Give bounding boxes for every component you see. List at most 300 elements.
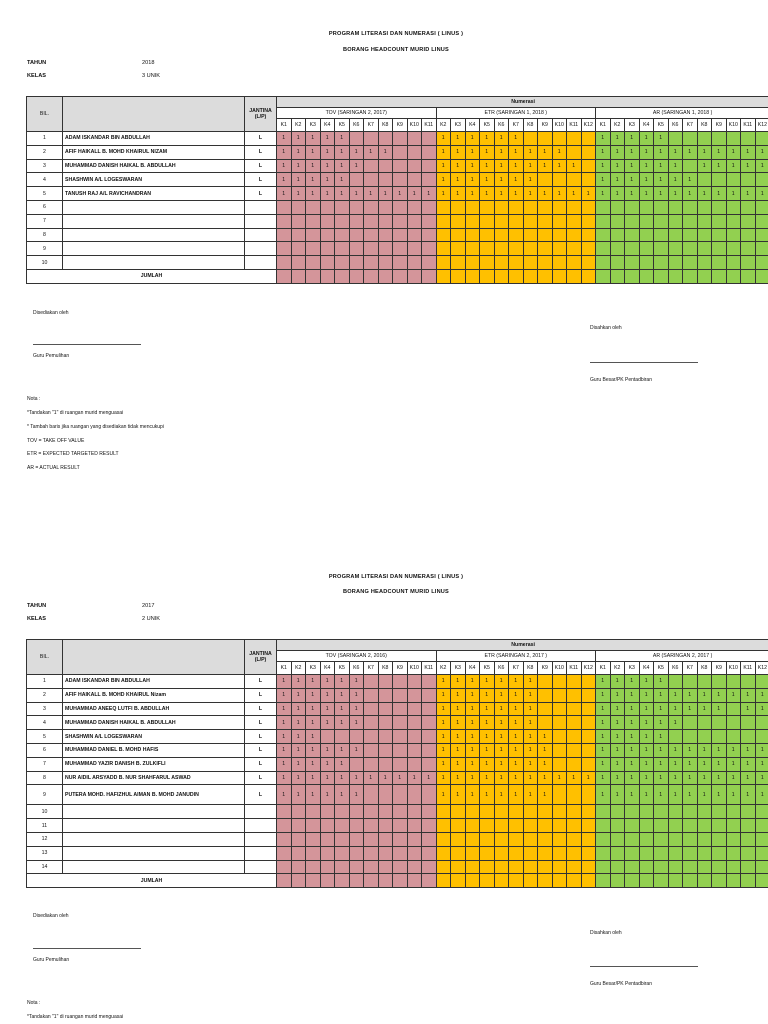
- tov-total-cell: [277, 874, 292, 888]
- ar-cell: 1: [697, 757, 712, 771]
- etr-cell: 1: [494, 785, 509, 805]
- table-row: [27, 846, 768, 860]
- etr-cell: [523, 228, 538, 242]
- tov-cell: 1: [320, 145, 335, 159]
- tov-total-cell: [291, 269, 306, 283]
- tov-cell: 1: [320, 688, 335, 702]
- etr-cell: [465, 242, 480, 256]
- ar-cell: [755, 846, 768, 860]
- table-row: [27, 716, 768, 730]
- tov-header: TOV (SARINGAN 2, 2017): [277, 108, 437, 119]
- etr-cell: [581, 702, 596, 716]
- ar-cell: 1: [610, 730, 625, 744]
- etr-cell: [567, 832, 582, 846]
- tov-cell: [320, 730, 335, 744]
- etr-cell: [480, 846, 495, 860]
- etr-total-cell: [480, 874, 495, 888]
- table-row: [27, 860, 768, 874]
- tov-cell: 1: [320, 173, 335, 187]
- etr-cell: 1: [465, 757, 480, 771]
- ar-cell: 1: [639, 187, 654, 201]
- etr-cell: 1: [451, 145, 466, 159]
- ar-cell: [726, 730, 741, 744]
- note-line: *Tandakan "1" di ruangan murid menguasai: [27, 1014, 124, 1020]
- ar-cell: 1: [668, 702, 683, 716]
- tov-cell: [364, 819, 379, 833]
- etr-cell: [538, 805, 553, 819]
- ar-cell: 1: [654, 187, 669, 201]
- tov-cell: [422, 132, 437, 146]
- tov-cell: [291, 846, 306, 860]
- tov-cell: 1: [291, 187, 306, 201]
- ar-cell: 1: [596, 688, 611, 702]
- tov-cell: [393, 159, 408, 173]
- ar-cell: 1: [683, 173, 698, 187]
- etr-cell: 1: [523, 716, 538, 730]
- tov-cell: [378, 228, 393, 242]
- tov-cell: [306, 200, 321, 214]
- tov-cell: [378, 743, 393, 757]
- tov-cell: [349, 132, 364, 146]
- student-name: ADAM ISKANDAR BIN ABDULLAH: [63, 675, 245, 689]
- ar-cell: [741, 173, 756, 187]
- tov-cell: 1: [364, 771, 379, 785]
- student-name: [63, 256, 245, 270]
- ar-cell: [741, 805, 756, 819]
- etr-k-header: K2: [436, 662, 451, 675]
- tahun-value: 2018: [142, 60, 155, 66]
- etr-cell: [567, 200, 582, 214]
- tov-cell: [364, 860, 379, 874]
- tov-cell: 1: [306, 145, 321, 159]
- etr-cell: 1: [436, 771, 451, 785]
- tov-total-cell: [378, 269, 393, 283]
- ar-cell: 1: [654, 675, 669, 689]
- tov-cell: [378, 785, 393, 805]
- tov-cell: [306, 805, 321, 819]
- etr-total-cell: [581, 874, 596, 888]
- ar-total-cell: [654, 269, 669, 283]
- etr-cell: [480, 256, 495, 270]
- gender-cell: [245, 200, 277, 214]
- tov-k-header: K4: [320, 662, 335, 675]
- signature-line: [33, 344, 141, 345]
- etr-cell: [509, 832, 524, 846]
- etr-cell: 1: [494, 187, 509, 201]
- etr-total-cell: [436, 874, 451, 888]
- table-row: [27, 173, 768, 187]
- etr-cell: [509, 819, 524, 833]
- etr-total-cell: [480, 269, 495, 283]
- ar-total-cell: [668, 269, 683, 283]
- etr-k-header: K4: [465, 119, 480, 132]
- etr-cell: [581, 757, 596, 771]
- ar-cell: [712, 675, 727, 689]
- etr-cell: [523, 832, 538, 846]
- etr-cell: [581, 819, 596, 833]
- etr-cell: [538, 832, 553, 846]
- ar-total-cell: [625, 269, 640, 283]
- tov-cell: [320, 242, 335, 256]
- tov-cell: [422, 688, 437, 702]
- tov-cell: [393, 228, 408, 242]
- etr-cell: 1: [509, 173, 524, 187]
- ar-total-cell: [697, 874, 712, 888]
- etr-cell: [465, 846, 480, 860]
- etr-cell: 1: [509, 159, 524, 173]
- tov-cell: [378, 688, 393, 702]
- etr-cell: [465, 228, 480, 242]
- program-title: PROGRAM LITERASI DAN NUMERASI ( LINUS ): [328, 31, 464, 37]
- program-title: PROGRAM LITERASI DAN NUMERASI ( LINUS ): [328, 574, 464, 580]
- ar-cell: [596, 805, 611, 819]
- ar-cell: 1: [654, 730, 669, 744]
- approved-by-label: Disahkan oleh: [590, 325, 622, 331]
- note-line: AR = ACTUAL RESULT: [27, 465, 80, 471]
- ar-cell: 1: [683, 785, 698, 805]
- tov-cell: [422, 716, 437, 730]
- ar-cell: 1: [625, 159, 640, 173]
- prepared-by-label: Disediakan oleh: [33, 913, 69, 919]
- ar-cell: [639, 228, 654, 242]
- table-row: [27, 819, 768, 833]
- note-line: * Tambah baris jika ruangan yang disediakan tidak mencukupi: [27, 424, 164, 430]
- ar-cell: [697, 200, 712, 214]
- etr-cell: 1: [538, 785, 553, 805]
- etr-cell: 1: [494, 716, 509, 730]
- tov-cell: [306, 819, 321, 833]
- tov-cell: [422, 242, 437, 256]
- etr-cell: [581, 716, 596, 730]
- etr-cell: 1: [465, 187, 480, 201]
- ar-total-cell: [610, 269, 625, 283]
- ar-cell: [712, 832, 727, 846]
- etr-cell: 1: [480, 187, 495, 201]
- etr-cell: [552, 132, 567, 146]
- ar-total-cell: [683, 874, 698, 888]
- etr-cell: [494, 214, 509, 228]
- ar-k-header: K5: [654, 662, 669, 675]
- tov-cell: 1: [335, 688, 350, 702]
- ar-cell: 1: [668, 716, 683, 730]
- etr-cell: [436, 228, 451, 242]
- ar-cell: [712, 173, 727, 187]
- ar-cell: 1: [712, 702, 727, 716]
- tov-cell: 1: [320, 757, 335, 771]
- etr-cell: 1: [436, 187, 451, 201]
- ar-cell: [639, 242, 654, 256]
- tov-cell: 1: [277, 771, 292, 785]
- ar-k-header: K11: [741, 119, 756, 132]
- ar-cell: [654, 200, 669, 214]
- etr-cell: [436, 846, 451, 860]
- jantina-header: JANTINA (L/P): [245, 640, 277, 675]
- etr-cell: 1: [451, 187, 466, 201]
- ar-total-cell: [755, 269, 768, 283]
- ar-total-cell: [726, 269, 741, 283]
- tov-cell: 1: [378, 145, 393, 159]
- tov-cell: [349, 757, 364, 771]
- ar-cell: [683, 805, 698, 819]
- tov-cell: [364, 159, 379, 173]
- tov-cell: [349, 832, 364, 846]
- etr-cell: 1: [509, 730, 524, 744]
- etr-total-cell: [465, 874, 480, 888]
- gender-cell: [245, 214, 277, 228]
- etr-cell: [436, 819, 451, 833]
- tov-cell: [422, 200, 437, 214]
- ar-cell: [596, 200, 611, 214]
- gender-cell: [245, 805, 277, 819]
- ar-cell: [610, 242, 625, 256]
- tov-k-header: K2: [291, 119, 306, 132]
- tov-cell: 1: [306, 757, 321, 771]
- etr-cell: [538, 675, 553, 689]
- etr-cell: 1: [436, 702, 451, 716]
- etr-cell: 1: [480, 132, 495, 146]
- ar-cell: [654, 860, 669, 874]
- tov-total-cell: [364, 874, 379, 888]
- tov-cell: [277, 819, 292, 833]
- tov-k-header: K11: [422, 662, 437, 675]
- table-row: [27, 159, 768, 173]
- tov-cell: [422, 228, 437, 242]
- tov-cell: [393, 716, 408, 730]
- tov-cell: [393, 675, 408, 689]
- ar-cell: 1: [697, 187, 712, 201]
- tov-cell: [407, 860, 422, 874]
- tov-cell: [422, 819, 437, 833]
- student-name: SHASHWIN A/L LOGESWARAN: [63, 730, 245, 744]
- etr-k-header: K6: [494, 119, 509, 132]
- tov-cell: 1: [306, 716, 321, 730]
- table-row: [27, 256, 768, 270]
- ar-cell: [610, 860, 625, 874]
- tov-cell: [407, 743, 422, 757]
- ar-cell: [741, 675, 756, 689]
- ar-cell: [668, 256, 683, 270]
- tov-cell: [320, 832, 335, 846]
- etr-cell: [567, 860, 582, 874]
- tov-total-cell: [407, 874, 422, 888]
- tov-cell: [291, 228, 306, 242]
- tov-cell: [277, 200, 292, 214]
- tov-k-header: K6: [349, 662, 364, 675]
- etr-cell: [494, 860, 509, 874]
- ar-k-header: K2: [610, 662, 625, 675]
- etr-cell: 1: [465, 730, 480, 744]
- ar-cell: 1: [610, 743, 625, 757]
- row-number: 2: [27, 145, 63, 159]
- tov-cell: 1: [335, 702, 350, 716]
- ar-cell: 1: [712, 187, 727, 201]
- ar-cell: [697, 675, 712, 689]
- ar-k-header: K9: [712, 662, 727, 675]
- etr-k-header: K10: [552, 119, 567, 132]
- ar-cell: 1: [639, 702, 654, 716]
- etr-cell: [480, 832, 495, 846]
- tov-cell: 1: [306, 743, 321, 757]
- ar-cell: 1: [639, 132, 654, 146]
- ar-cell: 1: [683, 145, 698, 159]
- tov-total-cell: [349, 269, 364, 283]
- tov-cell: 1: [277, 187, 292, 201]
- tov-cell: [277, 214, 292, 228]
- ar-cell: [639, 846, 654, 860]
- student-name: [63, 805, 245, 819]
- ar-total-cell: [639, 874, 654, 888]
- ar-cell: [668, 730, 683, 744]
- tov-k-header: K5: [335, 119, 350, 132]
- etr-cell: [538, 846, 553, 860]
- row-number: 8: [27, 228, 63, 242]
- row-number: 11: [27, 819, 63, 833]
- ar-k-header: K10: [726, 119, 741, 132]
- ar-cell: 1: [610, 187, 625, 201]
- etr-cell: 1: [509, 743, 524, 757]
- ar-cell: [697, 132, 712, 146]
- ar-cell: 1: [697, 145, 712, 159]
- etr-cell: [538, 256, 553, 270]
- tov-total-cell: [277, 269, 292, 283]
- tov-cell: 1: [349, 743, 364, 757]
- etr-cell: 1: [480, 159, 495, 173]
- ar-cell: [712, 860, 727, 874]
- ar-cell: 1: [726, 757, 741, 771]
- etr-cell: [436, 805, 451, 819]
- ar-k-header: K6: [668, 662, 683, 675]
- tov-cell: 1: [306, 675, 321, 689]
- ar-cell: 1: [741, 159, 756, 173]
- tov-cell: [393, 173, 408, 187]
- tov-cell: [407, 200, 422, 214]
- tov-cell: 1: [306, 132, 321, 146]
- ar-cell: [683, 730, 698, 744]
- tov-cell: [364, 743, 379, 757]
- etr-cell: 1: [465, 675, 480, 689]
- row-number: 12: [27, 832, 63, 846]
- ar-cell: [741, 730, 756, 744]
- etr-total-cell: [538, 269, 553, 283]
- etr-cell: 1: [465, 688, 480, 702]
- ar-cell: [610, 819, 625, 833]
- ar-cell: 1: [639, 173, 654, 187]
- tov-cell: 1: [277, 675, 292, 689]
- tov-cell: 1: [277, 785, 292, 805]
- tov-cell: [320, 256, 335, 270]
- student-name: SHASHWIN A/L LOGESWARAN: [63, 173, 245, 187]
- tov-cell: 1: [306, 730, 321, 744]
- tov-cell: [378, 159, 393, 173]
- etr-total-cell: [567, 874, 582, 888]
- ar-cell: [654, 832, 669, 846]
- ar-cell: [741, 846, 756, 860]
- ar-cell: 1: [726, 159, 741, 173]
- ar-cell: 1: [610, 159, 625, 173]
- table-row: [27, 832, 768, 846]
- etr-cell: 1: [538, 159, 553, 173]
- tov-cell: 1: [277, 173, 292, 187]
- tov-cell: [422, 256, 437, 270]
- tov-cell: 1: [378, 771, 393, 785]
- etr-k-header: K3: [451, 662, 466, 675]
- etr-k-header: K12: [581, 119, 596, 132]
- etr-cell: [538, 132, 553, 146]
- row-number: 14: [27, 860, 63, 874]
- etr-cell: 1: [494, 743, 509, 757]
- etr-cell: 1: [523, 730, 538, 744]
- tov-cell: [422, 675, 437, 689]
- tov-cell: [378, 860, 393, 874]
- etr-cell: 1: [436, 730, 451, 744]
- etr-cell: 1: [451, 716, 466, 730]
- etr-cell: [538, 860, 553, 874]
- ar-k-header: K4: [639, 119, 654, 132]
- etr-cell: [581, 242, 596, 256]
- tov-cell: [364, 256, 379, 270]
- table-row: [27, 743, 768, 757]
- etr-total-cell: [567, 269, 582, 283]
- tov-cell: 1: [335, 159, 350, 173]
- etr-k-header: K9: [538, 662, 553, 675]
- tov-cell: [364, 716, 379, 730]
- etr-cell: 1: [494, 757, 509, 771]
- ar-cell: [697, 846, 712, 860]
- etr-cell: [538, 819, 553, 833]
- ar-cell: [726, 860, 741, 874]
- table-row: [27, 200, 768, 214]
- tov-cell: [364, 228, 379, 242]
- etr-cell: [480, 860, 495, 874]
- ar-cell: 1: [610, 145, 625, 159]
- etr-cell: [567, 214, 582, 228]
- tov-cell: 1: [393, 187, 408, 201]
- gender-cell: L: [245, 730, 277, 744]
- etr-cell: [567, 688, 582, 702]
- ar-cell: [625, 846, 640, 860]
- etr-cell: 1: [480, 173, 495, 187]
- tov-total-cell: [306, 874, 321, 888]
- tov-k-header: K10: [407, 119, 422, 132]
- etr-cell: 1: [436, 757, 451, 771]
- tov-cell: [349, 805, 364, 819]
- ar-cell: 1: [755, 187, 768, 201]
- etr-cell: 1: [436, 159, 451, 173]
- ar-cell: [625, 832, 640, 846]
- ar-cell: [668, 832, 683, 846]
- tov-cell: 1: [335, 675, 350, 689]
- etr-cell: [509, 228, 524, 242]
- tov-cell: [407, 242, 422, 256]
- student-name: [63, 242, 245, 256]
- etr-cell: [581, 132, 596, 146]
- tov-cell: 1: [277, 702, 292, 716]
- etr-cell: [494, 228, 509, 242]
- etr-cell: [567, 228, 582, 242]
- etr-cell: 1: [465, 716, 480, 730]
- etr-cell: [451, 832, 466, 846]
- ar-cell: 1: [625, 132, 640, 146]
- ar-k-header: K1: [596, 119, 611, 132]
- ar-cell: [697, 832, 712, 846]
- tov-cell: [378, 214, 393, 228]
- etr-cell: 1: [523, 702, 538, 716]
- etr-cell: 1: [465, 771, 480, 785]
- etr-cell: [581, 846, 596, 860]
- tov-cell: 1: [364, 187, 379, 201]
- tov-cell: [407, 702, 422, 716]
- student-name: MUHAMMAD DANIEL B. MOHD HAFIS: [63, 743, 245, 757]
